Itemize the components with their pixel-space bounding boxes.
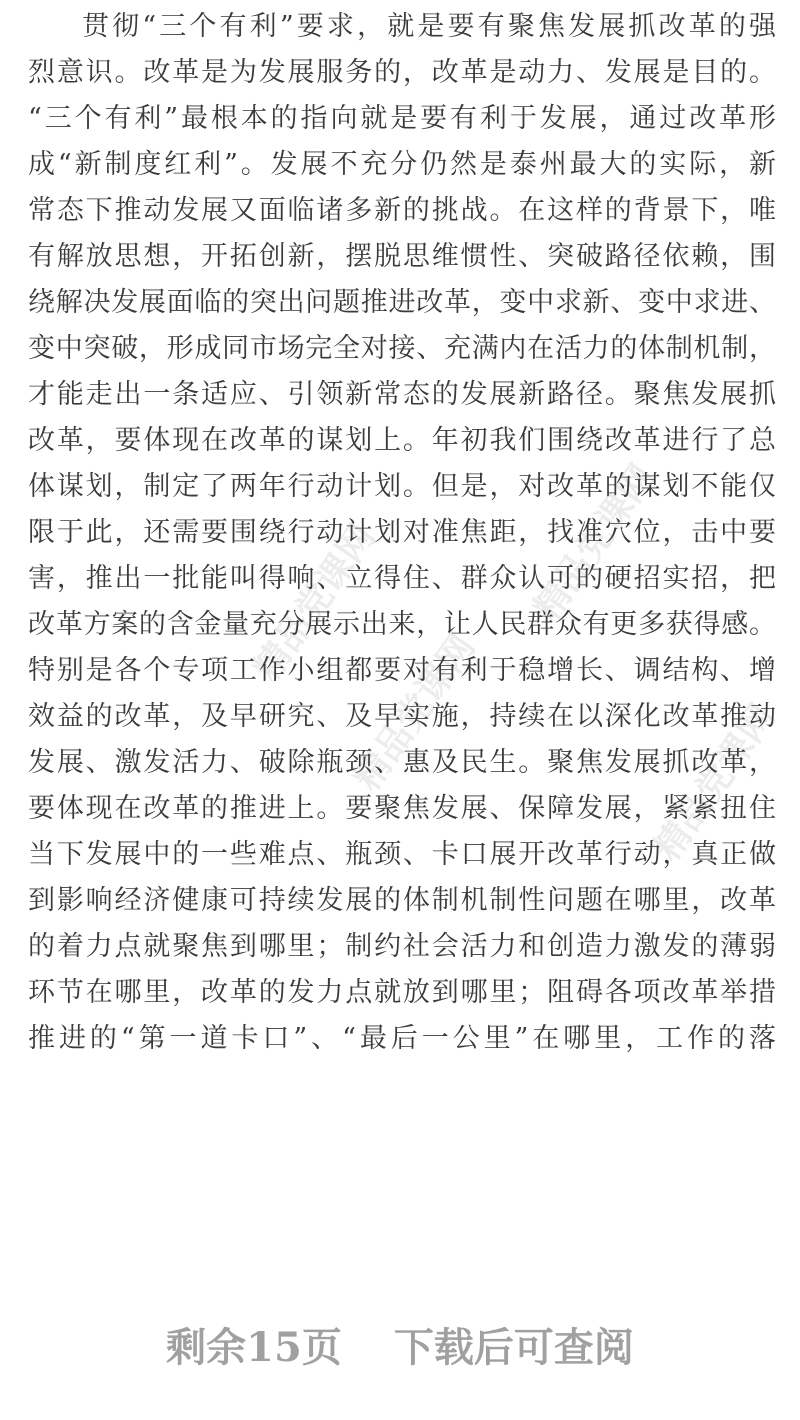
watermark-2: 精品党课网	[346, 627, 484, 799]
paragraph-line: 特别是各个专项工作小组都要对有利于稳增长、调结构、增	[28, 655, 776, 686]
paragraph-line: 烈意识。改革是为发展服务的，改革是动力、发展是目的。	[28, 57, 776, 88]
paragraph-line: 到影响经济健康可持续发展的体制机制性问题在哪里，改革	[28, 885, 776, 916]
paragraph-line: 推进的“第一道卡口”、“最后一公里”在哪里，工作的落	[28, 1023, 776, 1054]
paragraph-line: “三个有利”最根本的指向就是要有利于发展，通过改革形	[28, 103, 776, 134]
paragraph-line: 改革，要体现在改革的谋划上。年初我们围绕改革进行了总	[28, 425, 776, 456]
paragraph-line: 体谋划，制定了两年行动计划。但是，对改革的谋划不能仅	[28, 471, 776, 502]
remaining-pages-label: 剩余15页	[166, 1324, 342, 1371]
paragraph-line: 常态下推动发展又面临诸多新的挑战。在这样的背景下，唯	[28, 195, 776, 226]
article-body	[28, 4, 776, 1062]
paragraph-line: 害，推出一批能叫得响、立得住、群众认可的硬招实招，把	[28, 563, 776, 594]
paragraph-line: 限于此，还需要围绕行动计划对准焦距，找准穴位，击中要	[28, 517, 776, 548]
paragraph-line: 改革方案的含金量充分展示出来，让人民群众有更多获得感。	[28, 609, 776, 640]
paragraph-line: 的着力点就聚焦到哪里；制约社会活力和创造力激发的薄弱	[28, 931, 776, 962]
watermark-1: 精品党课网	[246, 517, 384, 689]
paragraph-line: 贯彻“三个有利”要求，就是要有聚焦发展抓改革的强	[82, 11, 776, 42]
paragraph-line: 绕解决发展面临的突出问题推进改革，变中求新、变中求进、	[28, 287, 776, 318]
paragraph-line: 有解放思想，开拓创新，摆脱思维惯性、突破路径依赖，围	[28, 241, 776, 272]
watermark-3: 精品党课网	[526, 457, 664, 629]
watermark-4: 精品党课网	[646, 697, 784, 869]
paragraph-line: 成“新制度红利”。发展不充分仍然是泰州最大的实际，新	[28, 149, 776, 180]
paragraph-line: 环节在哪里，改革的发力点就放到哪里；阻碍各项改革举措	[28, 977, 776, 1008]
download-to-view-label[interactable]: 下载后可查阅	[393, 1324, 634, 1371]
paragraph-line: 效益的改革，及早研究、及早实施，持续在以深化改革推动	[28, 701, 776, 732]
paragraph-line: 才能走出一条适应、引领新常态的发展新路径。聚焦发展抓	[28, 379, 776, 410]
paragraph-line: 变中突破，形成同市场完全对接、充满内在活力的体制机制，	[28, 333, 776, 364]
paragraph-line: 要体现在改革的推进上。要聚焦发展、保障发展，紧紧扭住	[28, 793, 776, 824]
paragraph-line: 当下发展中的一些难点、瓶颈、卡口展开改革行动，真正做	[28, 839, 776, 870]
download-prompt-banner[interactable]	[0, 1318, 800, 1378]
paragraph-line: 发展、激发活力、破除瓶颈、惠及民生。聚焦发展抓改革，	[28, 747, 776, 778]
